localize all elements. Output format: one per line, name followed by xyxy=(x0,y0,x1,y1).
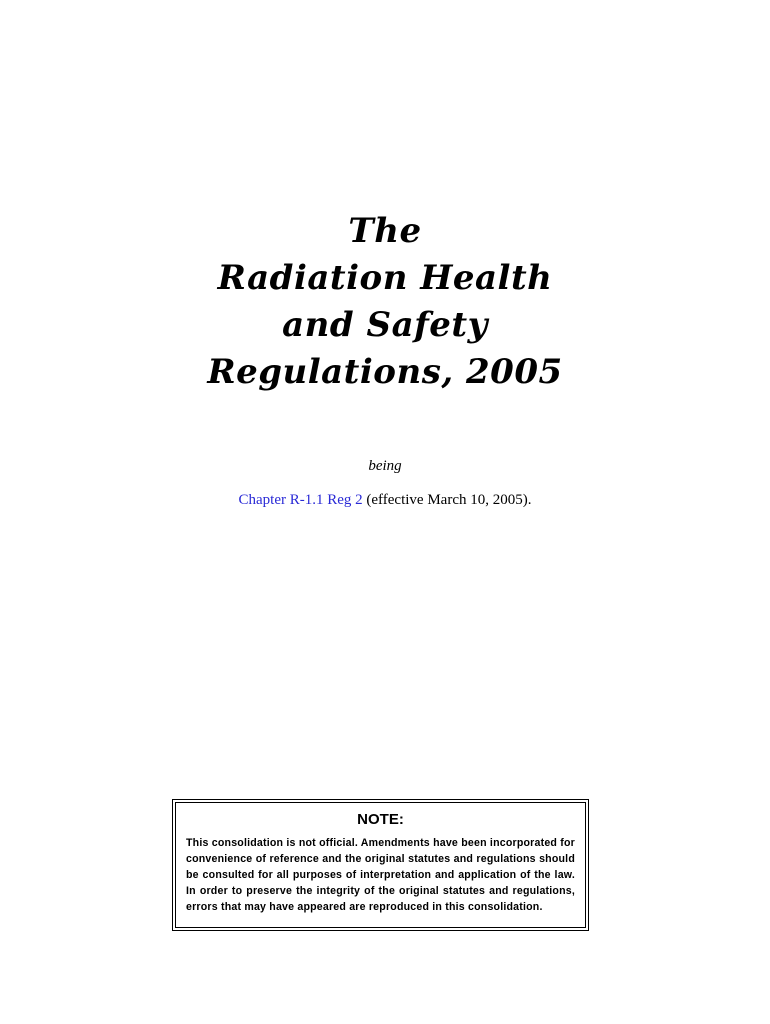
title-line-3: and Safety xyxy=(282,305,488,345)
note-body: This consolidation is not official. Amendments have been incorporated for convenience of reference and the original statutes and regulations should be consulted for all purposes of interpretation and application of the law. In order to preserve the integrity of the original statutes and regulations, errors that may have appeared are reproduced in this consolidation. xyxy=(186,837,575,913)
title-line-4: Regulations, 2005 xyxy=(207,352,563,392)
citation-effective-date: (effective March 10, 2005). xyxy=(362,492,532,508)
chapter-link[interactable]: Chapter R-1.1 Reg 2 xyxy=(238,492,363,508)
title-line-1: The xyxy=(348,211,422,251)
note-inner-frame xyxy=(175,802,586,928)
citation-line xyxy=(0,492,770,509)
note-heading: NOTE: xyxy=(357,811,404,828)
being-label: being xyxy=(368,458,402,474)
regulation-title xyxy=(0,208,770,396)
note-box xyxy=(172,799,589,931)
title-line-2: Radiation Health xyxy=(217,258,553,298)
